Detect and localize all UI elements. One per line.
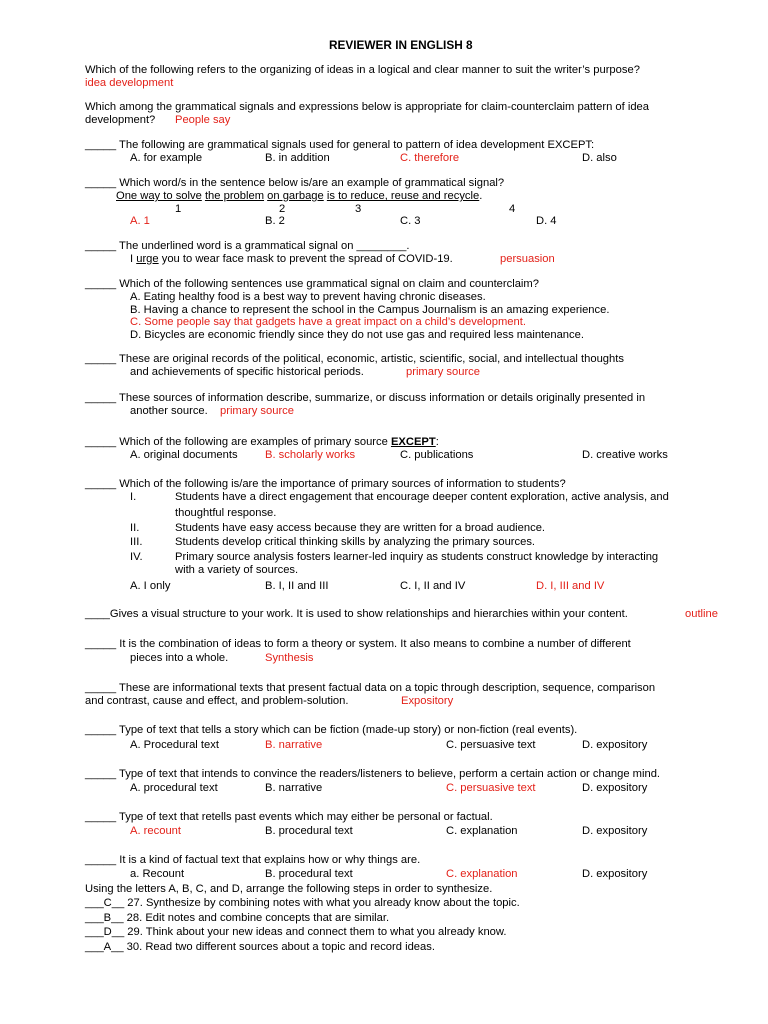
question-text: _____ The underlined word is a grammatical signal on ________. — [85, 240, 410, 252]
choice-c: C. therefore — [400, 152, 460, 164]
item-number: I. — [130, 491, 137, 503]
choice-d: D. creative works — [582, 449, 668, 461]
sentence-start: I — [130, 253, 137, 265]
choice-b: B. Having a chance to represent the school in the Campus Journalism is an amazing experience. — [130, 304, 610, 316]
question-end: : — [435, 436, 439, 448]
choice-c: C. persuasive text — [446, 739, 536, 751]
question-text: _____ These sources of information describe, summarize, or discuss information or details originally presented in — [85, 392, 646, 404]
ordering-step: ___A__ 30. Read two different sources about a topic and record ideas. — [85, 941, 435, 953]
choice-d: D. expository — [582, 868, 648, 880]
choice-d: D. also — [582, 152, 617, 164]
question-text: _____ Type of text that intends to convince the readers/listeners to believe, perform a certain action or change mind. — [85, 768, 661, 780]
question-text: ____Gives a visual structure to your work. It is used to show relationships and hierarchies within your content. — [85, 608, 628, 620]
item-text: Primary source analysis fosters learner-led inquiry as students construct knowledge by interacting — [175, 551, 659, 563]
choice-a: A. Procedural text — [130, 739, 219, 751]
signal-part-4: is to reduce, reuse and recycle — [326, 190, 480, 202]
choice-a: A. I only — [130, 580, 171, 592]
answer-text: persuasion — [500, 253, 555, 265]
choice-c: C. publications — [400, 449, 474, 461]
part-number-2: 2 — [279, 203, 286, 215]
signal-part-2: the problem — [204, 190, 265, 202]
answer-text: Synthesis — [265, 652, 314, 664]
choice-a: A. procedural text — [130, 782, 218, 794]
signal-part-1: One way to solve — [116, 190, 202, 202]
part-number-4: 4 — [509, 203, 516, 215]
choice-d: D. I, III and IV — [536, 580, 605, 592]
question-text: pieces into a whole. — [130, 652, 229, 664]
item-text: Students have a direct engagement that encourage deeper content exploration, active analysis, and — [175, 491, 669, 503]
question-text: _____ The following are grammatical signals used for general to pattern of idea development EXCEPT: — [85, 139, 595, 151]
example-sentence — [116, 190, 482, 203]
answer-text: People say — [175, 114, 231, 126]
choice-c: C. Some people say that gadgets have a great impact on a child’s development. — [130, 316, 526, 328]
choice-a: A. 1 — [130, 215, 150, 227]
question-text — [85, 436, 439, 449]
question-text: development? — [85, 114, 156, 126]
choice-d: D. expository — [582, 782, 648, 794]
choice-d: D. expository — [582, 825, 648, 837]
answer-text: outline — [685, 608, 718, 620]
item-text: thoughtful response. — [175, 507, 277, 519]
question-text: Which among the grammatical signals and expressions below is appropriate for claim-counterclaim pattern of idea — [85, 101, 649, 113]
ordering-step: ___D__ 29. Think about your new ideas and connect them to what you already know. — [85, 926, 507, 938]
part-number-1: 1 — [175, 203, 182, 215]
choice-d: D. expository — [582, 739, 648, 751]
item-number: IV. — [130, 551, 143, 563]
choice-b: B. scholarly works — [265, 449, 356, 461]
choice-b: B. I, II and III — [265, 580, 329, 592]
question-text: _____ Which of the following is/are the importance of primary sources of information to students? — [85, 478, 566, 490]
question-text: and contrast, cause and effect, and problem-solution. — [85, 695, 349, 707]
answer-text: primary source — [220, 405, 294, 417]
choice-b: B. narrative — [265, 739, 323, 751]
choice-a: A. original documents — [130, 449, 238, 461]
example-sentence — [130, 253, 453, 266]
question-text: and achievements of specific historical periods. — [130, 366, 364, 378]
choice-a: A. recount — [130, 825, 181, 837]
page-title: REVIEWER IN ENGLISH 8 — [329, 38, 473, 52]
ordering-step: ___B__ 28. Edit notes and combine concepts that are similar. — [85, 912, 390, 924]
choice-a: A. Eating healthy food is a best way to prevent having chronic diseases. — [130, 291, 486, 303]
question-text: another source. — [130, 405, 208, 417]
choice-d: D. Bicycles are economic friendly since they do not use gas and required less maintenance. — [130, 329, 584, 341]
item-text: Students develop critical thinking skills by analyzing the primary sources. — [175, 536, 536, 548]
choice-c: C. explanation — [446, 825, 518, 837]
question-text: _____ Type of text that retells past events which may either be personal or factual. — [85, 811, 493, 823]
choice-c: C. explanation — [446, 868, 518, 880]
underlined-word: urge — [136, 253, 159, 265]
choice-b: B. procedural text — [265, 825, 353, 837]
sentence-rest: you to wear face mask to prevent the spread of COVID-19. — [158, 253, 453, 265]
choice-c: C. I, II and IV — [400, 580, 466, 592]
choice-b: B. procedural text — [265, 868, 353, 880]
part-number-3: 3 — [355, 203, 362, 215]
question-text: _____ Which of the following sentences use grammatical signal on claim and counterclaim? — [85, 278, 539, 290]
item-text: Students have easy access because they are written for a broad audience. — [175, 522, 546, 534]
choice-c: C. persuasive text — [446, 782, 536, 794]
answer-text: Expository — [401, 695, 454, 707]
except-keyword: EXCEPT — [390, 436, 436, 448]
item-number: III. — [130, 536, 143, 548]
question-text: _____ These are original records of the political, economic, artistic, scientific, social, and intellectual thoughts — [85, 353, 624, 365]
question-text: _____ Type of text that tells a story which can be fiction (made-up story) or non-fiction (real events). — [85, 724, 578, 736]
choice-b: B. narrative — [265, 782, 323, 794]
question-text: _____ Which word/s in the sentence below is/are an example of grammatical signal? — [85, 177, 505, 189]
choice-d: D. 4 — [536, 215, 557, 227]
question-start: _____ Which of the following are examples of primary source — [85, 436, 391, 448]
question-text: Which of the following refers to the organizing of ideas in a logical and clear manner to suit the writer’s purpose? — [85, 64, 640, 76]
item-text: with a variety of sources. — [175, 564, 299, 576]
answer-text: primary source — [406, 366, 480, 378]
instruction-text: Using the letters A, B, C, and D, arrange the following steps in order to synthesize. — [85, 883, 493, 895]
choice-c: C. 3 — [400, 215, 421, 227]
choice-b: B. 2 — [265, 215, 285, 227]
ordering-step: ___C__ 27. Synthesize by combining notes with what you already know about the topic. — [85, 897, 520, 909]
signal-part-3: on garbage — [267, 190, 324, 202]
question-text: _____ It is a kind of factual text that explains how or why things are. — [85, 854, 421, 866]
question-text: _____ It is the combination of ideas to form a theory or system. It also means to combine a number of different — [85, 638, 631, 650]
choice-b: B. in addition — [265, 152, 330, 164]
answer-text: idea development — [85, 77, 174, 89]
choice-a: A. for example — [130, 152, 203, 164]
question-text: _____ These are informational texts that present factual data on a topic through description, sequence, comparison — [85, 682, 656, 694]
choice-a: a. Recount — [130, 868, 185, 880]
sentence-period: . — [479, 190, 483, 202]
item-number: II. — [130, 522, 140, 534]
